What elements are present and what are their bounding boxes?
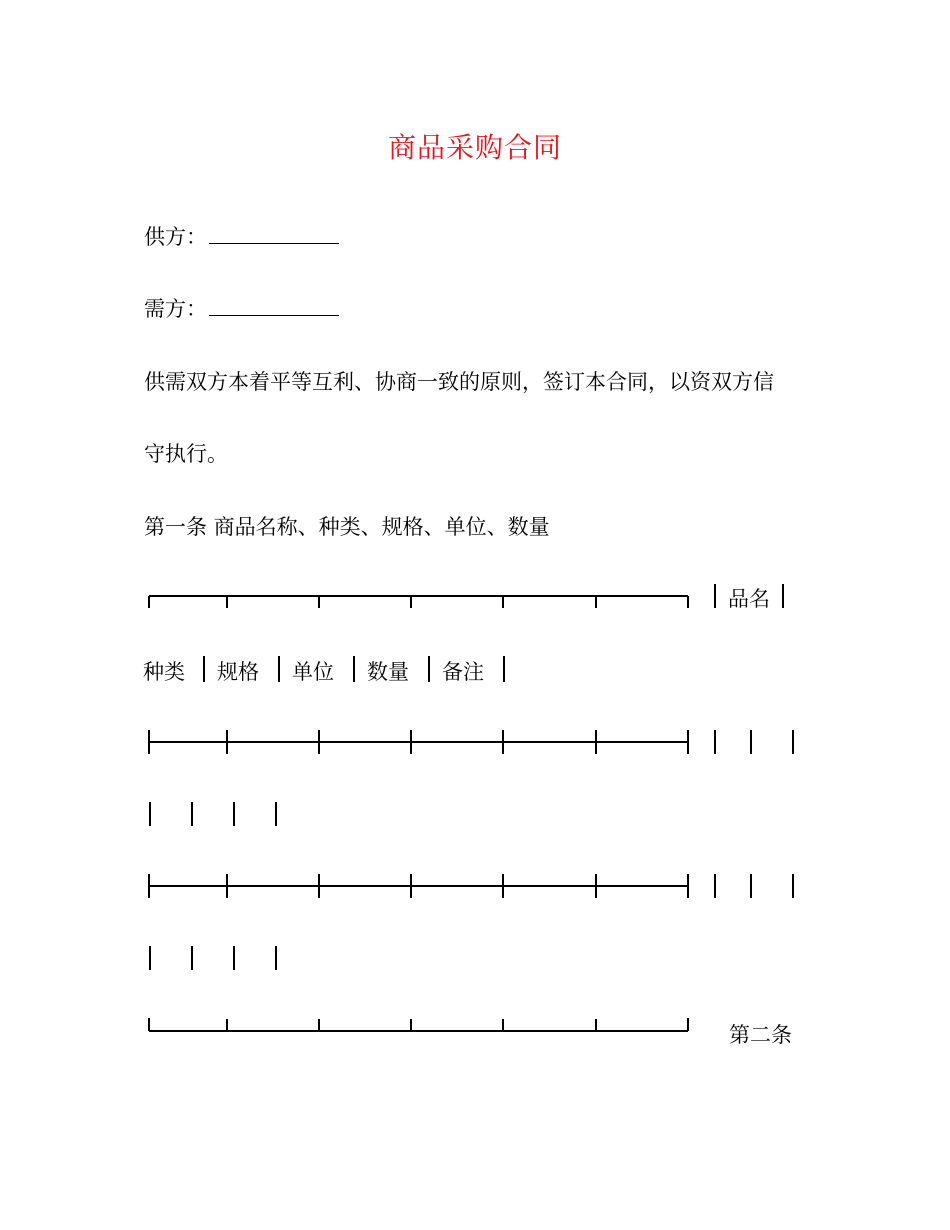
- table-vbar: [233, 946, 235, 970]
- table-mid-rule: [148, 729, 693, 755]
- table-header-name: 品名: [728, 587, 770, 611]
- table-vbar: [191, 802, 193, 826]
- table-vbar: [191, 946, 193, 970]
- supplier-line: [144, 221, 339, 251]
- buyer-blank: [209, 297, 339, 316]
- table-vbar: [149, 946, 151, 970]
- table-header-cell: 备注: [442, 660, 484, 684]
- table-vbar: [149, 802, 151, 826]
- table-vbar: [750, 874, 752, 898]
- table-vbar: [353, 656, 355, 682]
- table-vbar: [503, 656, 505, 682]
- table-mid-rule: [148, 873, 693, 899]
- table-vbar: [278, 656, 280, 682]
- table-header-cell: 种类: [143, 660, 185, 684]
- table-top-rule: [148, 592, 693, 610]
- table-vbar: [714, 874, 716, 898]
- buyer-label: 需方：: [144, 297, 207, 321]
- table-vbar: [203, 656, 205, 682]
- table-vbar: [782, 584, 784, 608]
- table-header-cell: 数量: [367, 660, 409, 684]
- document-title: 商品采购合同: [387, 131, 562, 164]
- buyer-line: [144, 293, 339, 323]
- table-vbar: [275, 802, 277, 826]
- table-vbar: [714, 584, 716, 608]
- supplier-label: 供方：: [144, 225, 207, 249]
- article-2-heading: 第二条: [729, 1023, 792, 1047]
- table-vbar: [750, 730, 752, 754]
- intro-paragraph-line-2: 守执行。: [144, 442, 228, 466]
- table-vbar: [714, 730, 716, 754]
- table-bottom-rule: [148, 1017, 693, 1035]
- table-vbar: [233, 802, 235, 826]
- table-vbar: [792, 874, 794, 898]
- intro-paragraph-line-1: 供需双方本着平等互利、协商一致的原则，签订本合同，以资双方信: [144, 370, 774, 394]
- table-header-cell: 单位: [292, 660, 334, 684]
- table-header-cell: 规格: [217, 660, 259, 684]
- table-vbar: [792, 730, 794, 754]
- table-vbar: [428, 656, 430, 682]
- article-1-heading: 第一条 商品名称、种类、规格、单位、数量: [144, 515, 550, 539]
- supplier-blank: [209, 225, 339, 244]
- table-vbar: [275, 946, 277, 970]
